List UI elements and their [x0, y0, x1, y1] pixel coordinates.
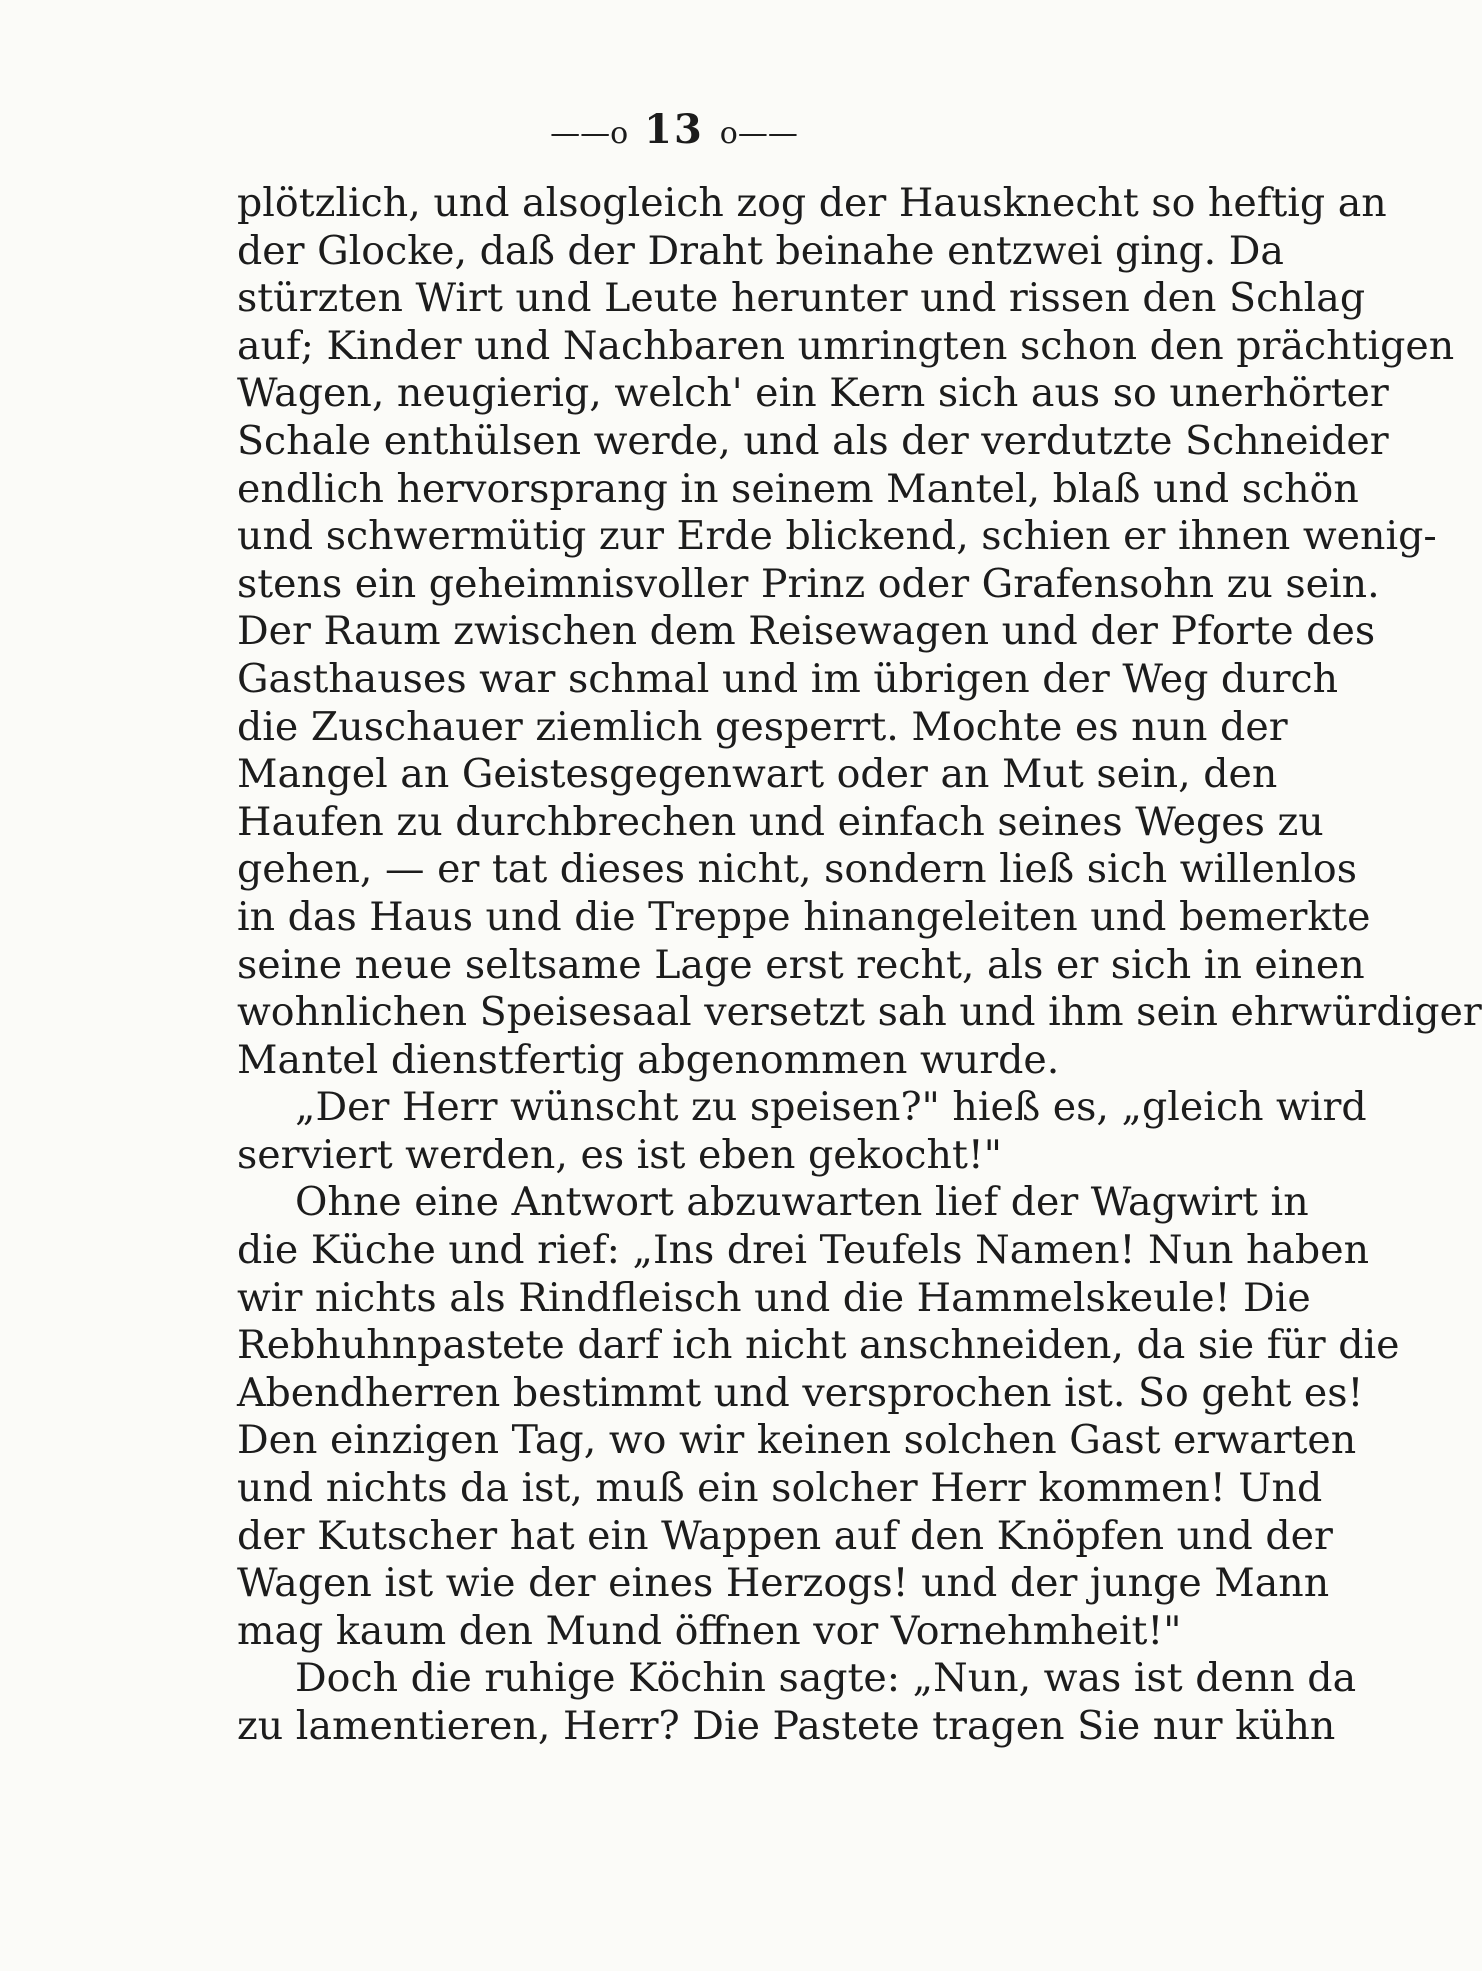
text-line: wohnlichen Speisesaal versetzt sah und ihm sein ehrwürdiger — [237, 989, 1482, 1036]
text-line: Mangel an Geistesgegenwart oder an Mut sein, den — [237, 751, 1278, 798]
text-line: Mantel dienstfertig abgenommen wurde. — [237, 1036, 1060, 1083]
text-line: Rebhuhnpastete darf ich nicht anschneiden, da sie für die — [237, 1322, 1400, 1369]
text-line: Gasthauses war schmal und im übrigen der Weg durch — [237, 655, 1339, 702]
text-line: Haufen zu durchbrechen und einfach seines Weges zu — [237, 798, 1324, 845]
text-line: „Der Herr wünscht zu speisen?" hieß es, „gleich wird — [295, 1084, 1367, 1131]
text-line: Wagen, neugierig, welch' ein Kern sich aus so unerhörter — [237, 370, 1389, 417]
text-line: endlich hervorsprang in seinem Mantel, blaß und schön — [237, 465, 1359, 512]
text-line: seine neue seltsame Lage erst recht, als er sich in einen — [237, 941, 1365, 988]
ornament-left: ——o — [550, 116, 629, 151]
text-line: Ohne eine Antwort abzuwarten lief der Wagwirt in — [295, 1179, 1309, 1226]
text-line: und schwermütig zur Erde blickend, schien er ihnen wenig- — [237, 513, 1437, 560]
text-line: wir nichts als Rindfleisch und die Hammelskeule! Die — [237, 1274, 1311, 1321]
body-text — [237, 180, 1482, 1751]
text-line: die Zuschauer ziemlich gesperrt. Mochte es nun der — [237, 703, 1288, 750]
text-line: gehen, — er tat dieses nicht, sondern ließ sich willenlos — [237, 846, 1357, 893]
ornament-right: o—— — [719, 116, 798, 151]
text-line: und nichts da ist, muß ein solcher Herr kommen! Und — [237, 1465, 1323, 1512]
text-line: Wagen ist wie der eines Herzogs! und der junge Mann — [237, 1560, 1330, 1607]
text-line: Der Raum zwischen dem Reisewagen und der Pforte des — [237, 608, 1376, 655]
text-line: auf; Kinder und Nachbaren umringten schon den prächtigen — [237, 322, 1455, 369]
text-line: der Kutscher hat ein Wappen auf den Knöpfen und der — [237, 1512, 1333, 1559]
text-line: Schale enthülsen werde, und als der verdutzte Schneider — [237, 417, 1389, 464]
text-line: stürzten Wirt und Leute herunter und rissen den Schlag — [237, 275, 1366, 322]
text-line: zu lamentieren, Herr? Die Pastete tragen Sie nur kühn — [237, 1703, 1336, 1749]
text-line: die Küche und rief: „Ins drei Teufels Namen! Nun haben — [237, 1227, 1370, 1274]
page-header — [0, 102, 1348, 162]
text-line: Den einzigen Tag, wo wir keinen solchen Gast erwarten — [237, 1417, 1357, 1464]
text-line: serviert werden, es ist eben gekocht!" — [237, 1131, 1002, 1178]
text-line: Doch die ruhige Köchin sagte: „Nun, was ist denn da — [295, 1655, 1357, 1702]
text-line: stens ein geheimnisvoller Prinz oder Grafensohn zu sein. — [237, 560, 1380, 607]
page-number: 13 — [644, 106, 704, 153]
text-line: mag kaum den Mund öffnen vor Vornehmheit!" — [237, 1607, 1182, 1654]
text-line: Abendherren bestimmt und versprochen ist. So geht es! — [237, 1369, 1364, 1416]
text-line: plötzlich, und alsogleich zog der Hausknecht so heftig an — [237, 180, 1387, 226]
text-line: der Glocke, daß der Draht beinahe entzwei ging. Da — [237, 227, 1284, 274]
text-line: in das Haus und die Treppe hinangeleiten und bemerkte — [237, 893, 1371, 940]
